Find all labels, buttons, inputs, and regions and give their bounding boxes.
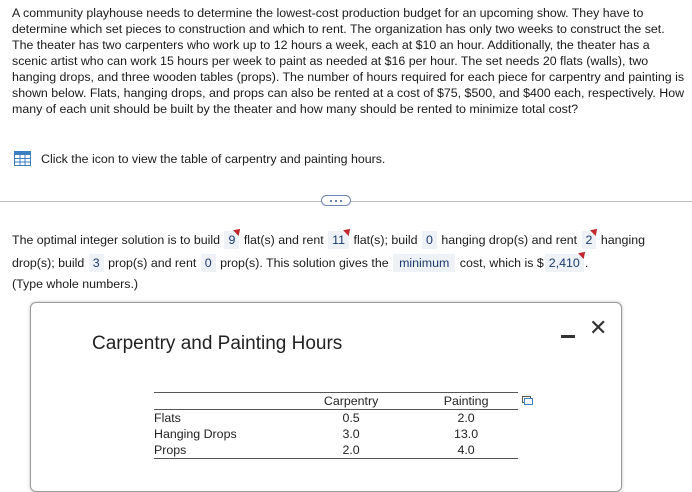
header-blank — [154, 393, 288, 410]
answer-text: prop(s). This solution gives the — [220, 256, 389, 270]
build-flats-field[interactable]: 9 — [224, 231, 239, 249]
close-button[interactable]: ✕ — [589, 315, 608, 340]
row-label: Flats — [154, 411, 181, 425]
answer-text: flat(s); build — [353, 233, 418, 247]
header-carpentry: Carpentry — [323, 394, 379, 408]
answer-text: prop(s) and rent — [108, 256, 197, 270]
answer-text: . — [584, 256, 589, 270]
table-row — [154, 410, 518, 427]
input-hint: (Type whole numbers.) — [12, 277, 139, 291]
dialog-title: Carpentry and Painting Hours — [92, 333, 343, 354]
build-props-field[interactable]: 3 — [89, 254, 104, 272]
dot — [340, 200, 342, 202]
carpentry-cell: 0.5 — [342, 411, 360, 425]
table-grid-icon[interactable] — [14, 151, 31, 166]
hours-table — [154, 392, 518, 459]
minimize-button[interactable] — [561, 335, 575, 338]
answer-text: flat(s) and rent — [243, 233, 324, 247]
rent-drops-field[interactable]: 2 — [582, 231, 597, 249]
table-row — [154, 442, 518, 459]
view-table-text[interactable]: Click the icon to view the table of carpentry and painting hours. — [41, 151, 386, 166]
painting-cell: 4.0 — [457, 443, 475, 457]
answer-sentence — [12, 229, 688, 293]
answer-text: hanging drop(s) and rent — [441, 233, 578, 247]
problem-statement: A community playhouse needs to determine the lowest-cost production budget for an upcoming show. They have to determine which set pieces to construction and which to rent. The organization has only two weeks to construct the set. The theater has two carpenters who work up to 12 hours a week, each at $10 an hour. Additionally, the theater has a scenic artist who can work 15 hours per week to paint as needed at $16 per hour. The set needs 20 flats (walls), two hanging drops, and three wooden tables (props). The number of hours required for each piece for carpentry and painting is shown below. Flats, hanging drops, and props can also be rented at a cost of $75, $500, and $400 each, respectively. How many of each unit should be built by the theater and how many should be rented to minimize total cost? — [12, 6, 685, 116]
expand-more-button[interactable] — [321, 195, 351, 206]
rent-flats-field[interactable]: 11 — [328, 231, 349, 249]
dot — [335, 200, 337, 202]
objective-select[interactable]: minimum — [393, 254, 455, 272]
carpentry-cell: 2.0 — [342, 443, 360, 457]
carpentry-painting-dialog — [30, 302, 622, 492]
total-cost-field[interactable]: 2,410 — [545, 254, 584, 272]
row-label: Props — [154, 443, 187, 457]
answer-text: The optimal integer solution is to build — [12, 233, 221, 247]
copy-table-icon[interactable] — [522, 396, 533, 405]
painting-cell: 2.0 — [457, 411, 475, 425]
view-table-link[interactable] — [14, 151, 385, 166]
dot — [330, 200, 332, 202]
carpentry-cell: 3.0 — [342, 427, 360, 441]
answer-text: cost, which is $ — [459, 256, 544, 270]
painting-cell: 13.0 — [454, 427, 479, 441]
table-row — [154, 426, 518, 442]
build-drops-field[interactable]: 0 — [422, 231, 437, 249]
rent-props-field[interactable]: 0 — [201, 254, 216, 272]
table-header-row — [154, 393, 518, 410]
row-label: Hanging Drops — [154, 427, 237, 441]
header-painting: Painting — [443, 394, 489, 408]
answer-text: hanging drop(s); build — [12, 233, 645, 270]
